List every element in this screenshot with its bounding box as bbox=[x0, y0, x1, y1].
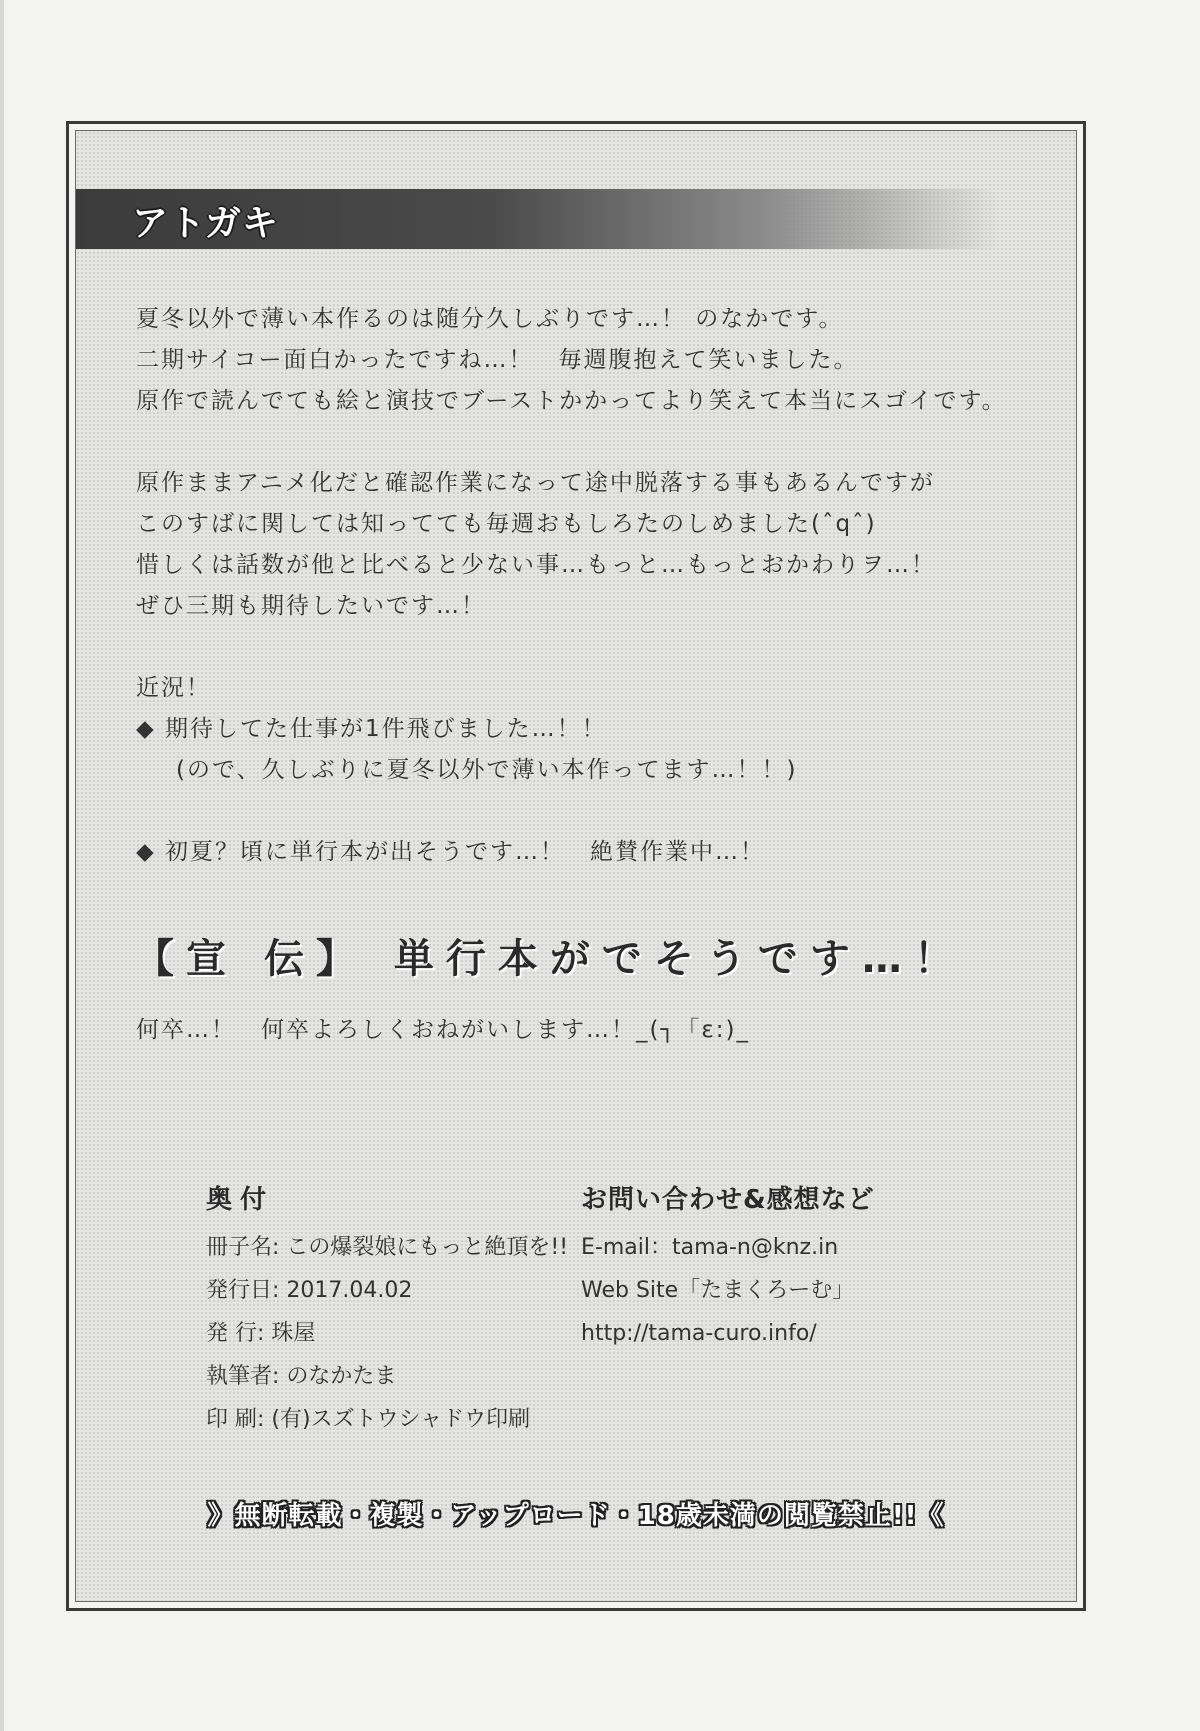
paragraph-2 bbox=[136, 463, 1036, 627]
text-line: このすばに関しては知ってても毎週おもしろたのしめました(ˆqˆ) bbox=[136, 511, 877, 537]
colophon-heading: 奥付 bbox=[206, 1185, 275, 1215]
news-section-2 bbox=[136, 832, 1036, 873]
news-item: ◆ 初夏？頃に単行本が出そうです…！ 絶賛作業中…！ bbox=[136, 839, 765, 865]
promo-headline: 【宣 伝】 単行本がでそうです…！ bbox=[134, 936, 966, 982]
contact-url: http://tama-curo.info/ bbox=[581, 1321, 817, 1346]
text-line: 原作ままアニメ化だと確認作業になって途中脱落する事もあるんですが bbox=[136, 470, 935, 496]
news-note: (ので、久しぶりに夏冬以外で薄い本作ってます…！！) bbox=[176, 757, 798, 783]
news-item: ◆ 期待してた仕事が1件飛びました…！！ bbox=[136, 716, 607, 742]
paragraph-1 bbox=[136, 299, 1036, 422]
contact-website: Web Site「たまくろーむ」 bbox=[581, 1278, 855, 1303]
afterword-title: アトガキ bbox=[132, 203, 279, 244]
news-heading: 近況！ bbox=[136, 675, 211, 701]
afterword-panel bbox=[75, 130, 1077, 1602]
text-line: 夏冬以外で薄い本作るのは随分久しぶりです…！ のなかです。 bbox=[136, 306, 844, 332]
contact-heading: お問い合わせ&感想など bbox=[581, 1185, 875, 1215]
colophon-row: 発行日: 2017.04.02 bbox=[206, 1278, 413, 1303]
colophon-row: 印 刷: (有)スズトウシャドウ印刷 bbox=[206, 1407, 531, 1432]
text-line: 惜しくは話数が他と比べると少ない事…もっと…もっとおかわりヲ…！ bbox=[136, 552, 936, 578]
title-bar bbox=[76, 189, 996, 249]
colophon-row: 執筆者: のなかたま bbox=[206, 1364, 397, 1389]
afterword-frame bbox=[66, 121, 1086, 1611]
text-line: ぜひ三期も期待したいです…！ bbox=[136, 593, 486, 619]
contact-email: E-mail：tama-n@knz.in bbox=[581, 1235, 839, 1260]
contact-info bbox=[581, 1179, 875, 1355]
news-section bbox=[136, 668, 1036, 791]
text-line: 二期サイコー面白かったですね…！ 毎週腹抱えて笑いました。 bbox=[136, 347, 859, 373]
text-line: 原作で読んでても絵と演技でブーストかかってより笑えて本当にスゴイです。 bbox=[136, 388, 1007, 414]
page-edge bbox=[0, 0, 4, 1731]
promo-message: 何卒…！ 何卒よろしくおねがいします…！_(┐「ε:)_ bbox=[136, 1017, 750, 1043]
colophon-row: 発 行: 珠屋 bbox=[206, 1321, 316, 1346]
afterword-body bbox=[136, 299, 1036, 914]
copyright-warning: 》無断転載・複製・アップロード・18歳未満の閲覧禁止!!《 bbox=[207, 1501, 945, 1531]
colophon-row: 冊子名: この爆裂娘にもっと絶頂を!! bbox=[206, 1235, 569, 1260]
colophon bbox=[206, 1179, 568, 1441]
